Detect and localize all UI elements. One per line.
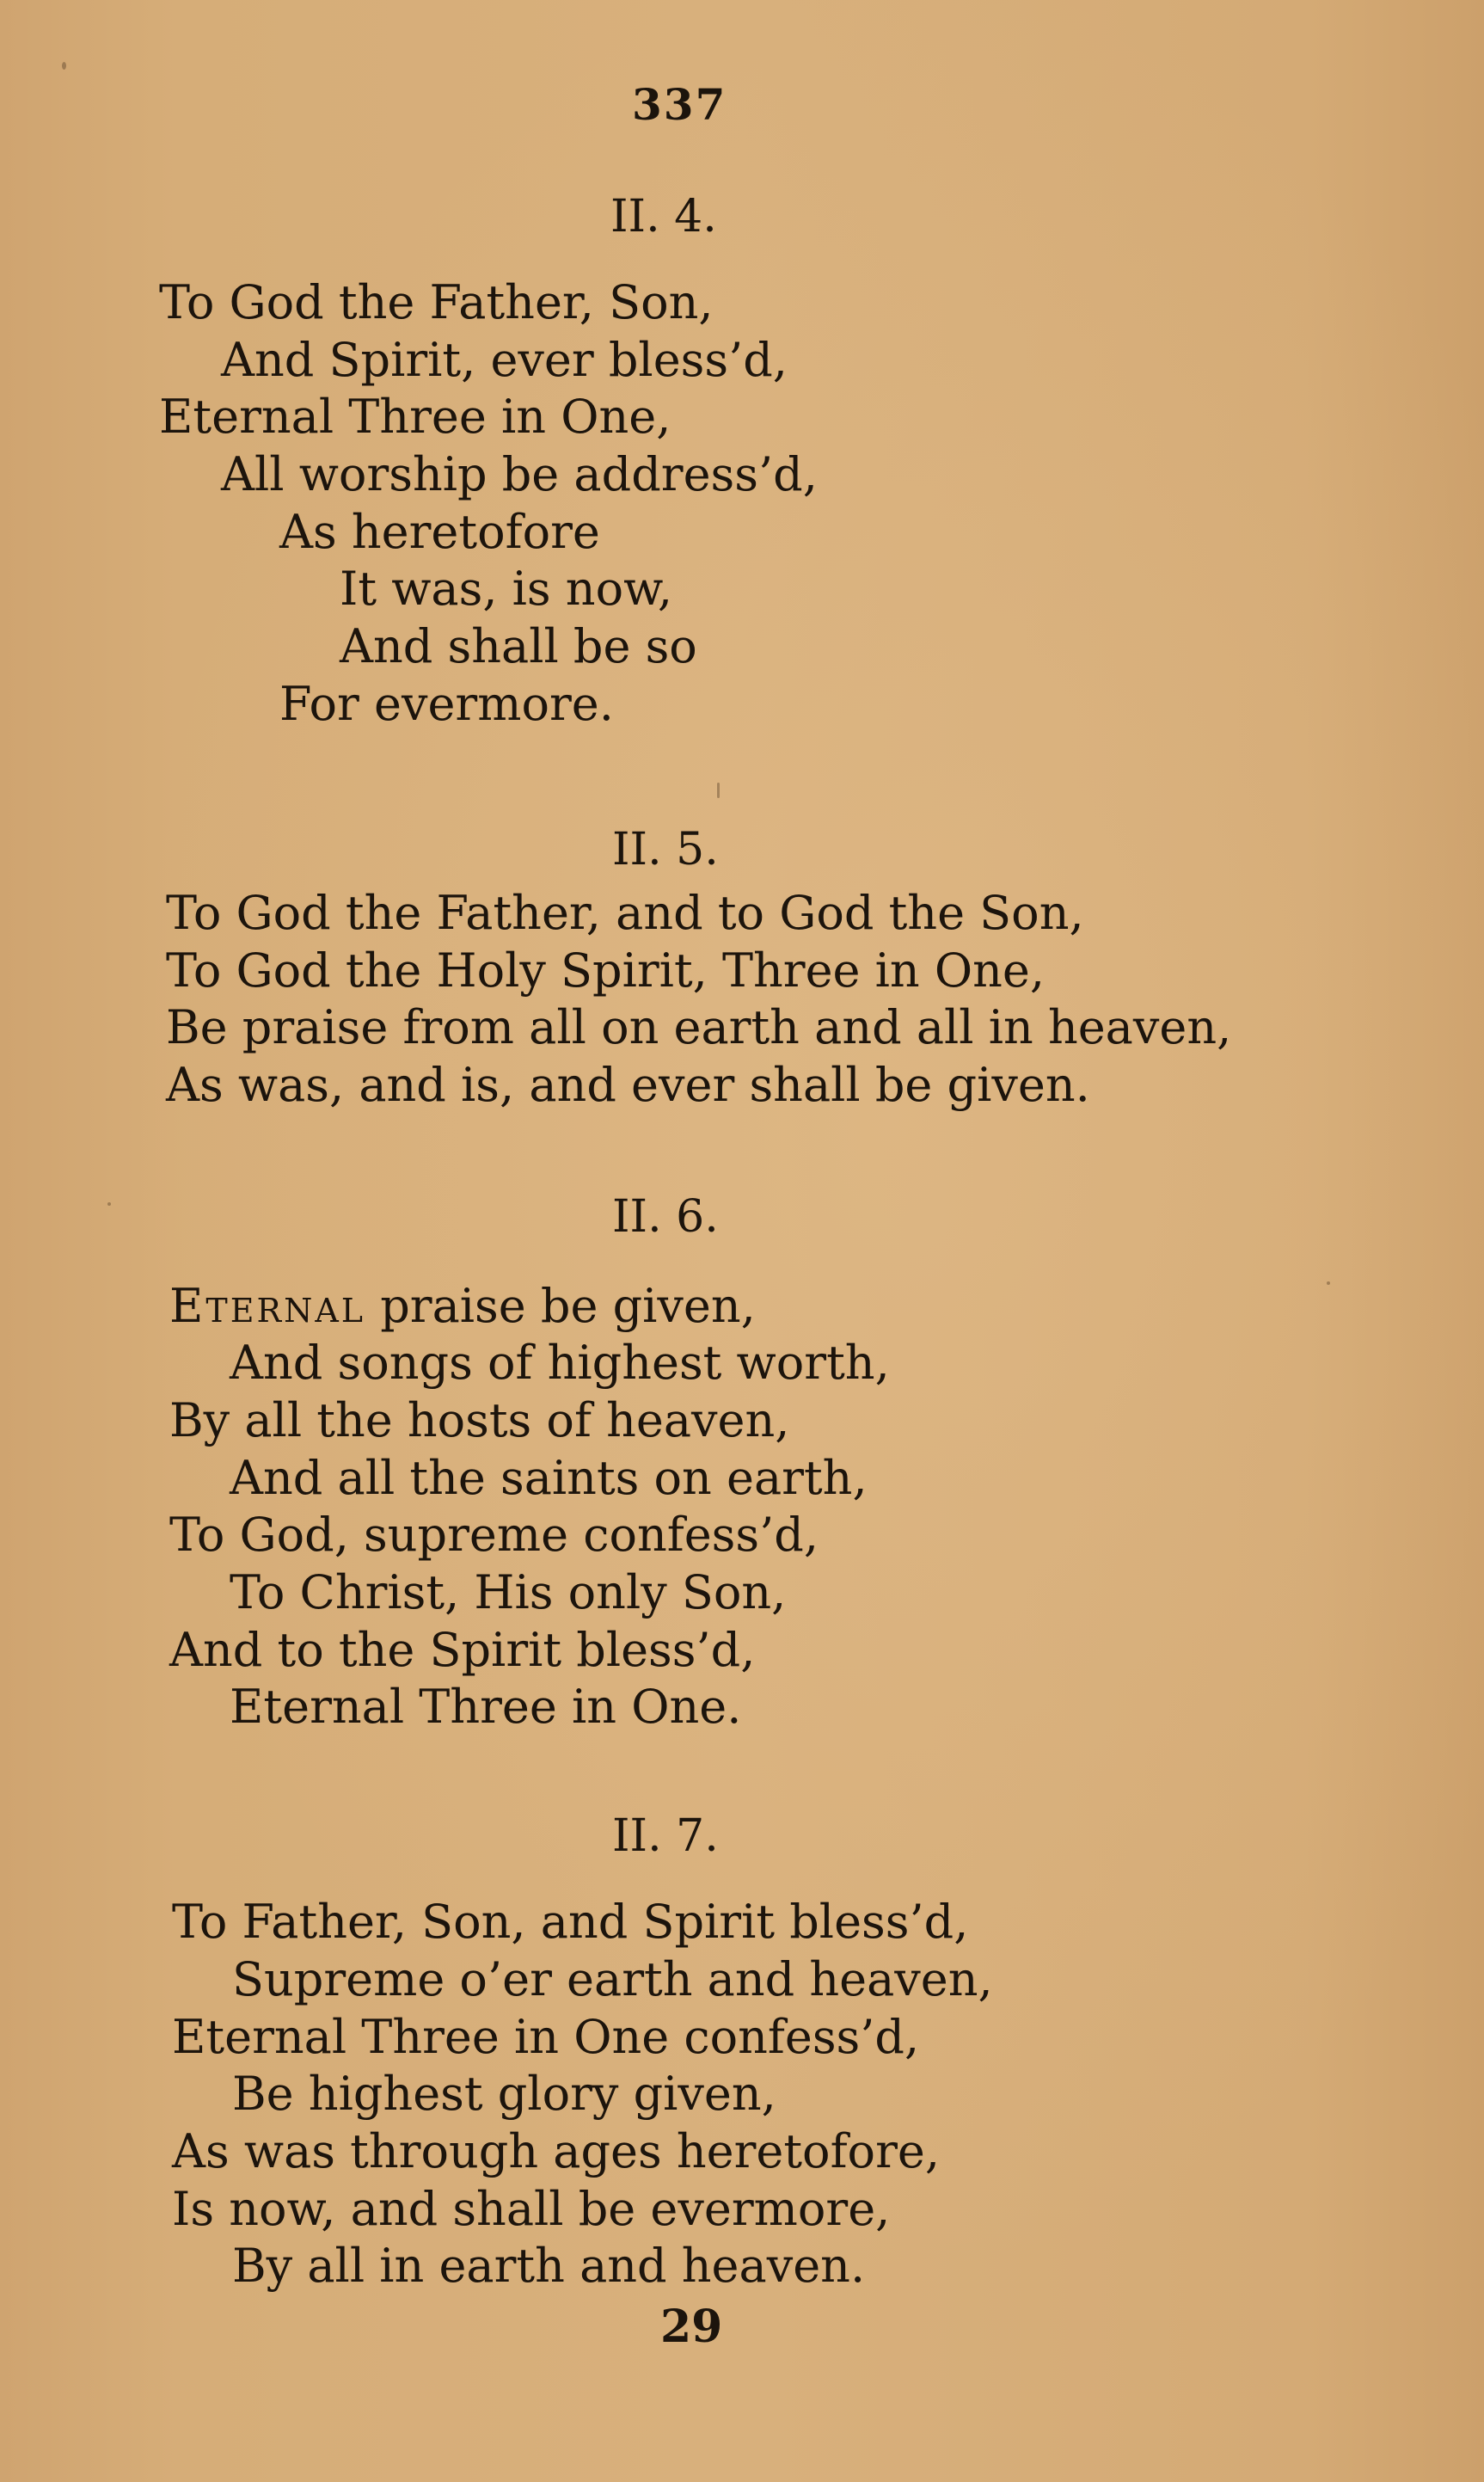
verse-line: It was, is now, — [340, 562, 673, 616]
verse-line: As heretofore — [279, 505, 600, 559]
paper-speck — [107, 1202, 111, 1206]
verse-line: By all the hosts of heaven, — [169, 1393, 790, 1447]
verse-line: And all the saints on earth, — [230, 1451, 868, 1505]
paper-speck — [1327, 1281, 1330, 1285]
paper-speck — [62, 62, 66, 70]
verse-line: All worship be address’d, — [221, 447, 818, 501]
verse-line: And Spirit, ever bless’d, — [221, 333, 788, 387]
verse-line: To God, supreme confess’d, — [169, 1508, 819, 1562]
verse-line: And shall be so — [340, 619, 697, 673]
verse-line: To Father, Son, and Spirit bless’d, — [172, 1895, 969, 1949]
verse-line: Be highest glory given, — [232, 2067, 776, 2121]
section-heading: II. 6. — [612, 1191, 719, 1243]
signature-mark: 29 — [660, 2301, 723, 2353]
verse-line: Eternal Three in One confess’d, — [172, 2010, 920, 2064]
verse-line: To God the Father, Son, — [159, 275, 714, 329]
verse-line: For evermore. — [279, 677, 614, 731]
verse-line: As was, and is, and ever shall be given. — [166, 1058, 1090, 1112]
verse-line: As was through ages heretofore, — [172, 2124, 941, 2178]
verse-line: And to the Spirit bless’d, — [169, 1623, 756, 1677]
verse-line: To God the Father, and to God the Son, — [166, 886, 1084, 940]
section-heading: II. 5. — [612, 824, 719, 875]
section-heading: II. 7. — [612, 1810, 719, 1862]
verse-line: To Christ, His only Son, — [230, 1565, 787, 1619]
verse-line-rest: praise be given, — [365, 1279, 756, 1333]
verse-line: Is now, and shall be evermore, — [172, 2182, 891, 2236]
drop-word: Eternal — [169, 1279, 366, 1333]
verse-line: Eternal Three in One, — [159, 390, 671, 444]
page-number: 337 — [632, 79, 727, 130]
verse-line: Supreme o’er earth and heaven, — [232, 1952, 993, 2006]
section-heading: II. 4. — [610, 191, 717, 243]
verse-line: To God the Holy Spirit, Three in One, — [166, 943, 1046, 998]
verse-line — [169, 1279, 756, 1333]
verse-line: And songs of highest worth, — [230, 1336, 890, 1390]
verse-line: Eternal Three in One. — [230, 1680, 742, 1734]
paper-speck — [717, 783, 720, 798]
verse-line: By all in earth and heaven. — [232, 2239, 866, 2293]
verse-line: Be praise from all on earth and all in heaven, — [166, 1000, 1232, 1054]
